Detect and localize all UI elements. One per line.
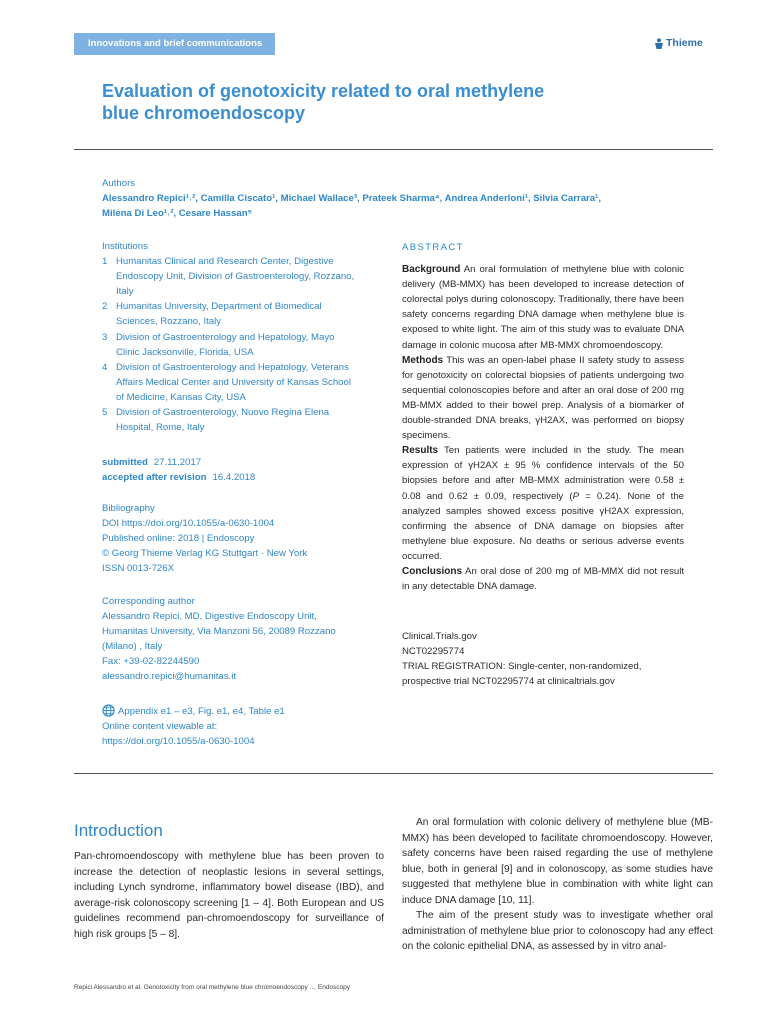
- appendix-line-2: Online content viewable at:: [102, 721, 218, 733]
- dates-block: [102, 455, 386, 485]
- divider-top: [74, 149, 713, 150]
- intro-paragraph-2: An oral formulation with colonic delivery of methylene blue (MB-MMX) has been developed to facilitate chromoendoscopy. However, safety concerns have been raised regarding the use of methylene blue, both in general [9] and in colonoscopy, as some studies have suggested that methylene blue in combination with white light can induce DNA damage [10, 11].: [402, 817, 713, 906]
- institution-number: 1: [102, 256, 108, 268]
- institution-text: [116, 330, 334, 360]
- institution-line: Endoscopy Unit, Division of Gastroenterology, Rozzano,: [116, 271, 355, 283]
- institution-text: [116, 360, 351, 405]
- corresponding-author-label: Corresponding author: [102, 596, 195, 607]
- institution-text: [116, 254, 354, 299]
- intro-paragraph-3: The aim of the present study was to investigate whether oral administration of methylene blue prior to colonoscopy had any effect on the colonic epithelial DNA, as assessed by in vitro anal-: [402, 910, 713, 952]
- doi-link[interactable]: DOI https://doi.org/10.1055/a-0630-1004: [102, 518, 275, 530]
- copyright-line: © Georg Thieme Verlag KG Stuttgart · New York: [102, 548, 308, 560]
- authors-line-2: Milena Di Leo¹˒², Cesare Hassan⁵: [102, 208, 253, 220]
- title-line-1: Evaluation of genotoxicity related to oral methylene: [102, 81, 545, 101]
- bibliography-label: Bibliography: [102, 503, 155, 514]
- thieme-logo-icon: [654, 38, 664, 49]
- section-tag: Innovations and brief communications: [74, 33, 275, 55]
- abstract-block: [402, 240, 684, 594]
- institution-item: [102, 360, 386, 405]
- corresponding-author-block: [102, 594, 386, 685]
- authors-label: Authors: [102, 178, 136, 189]
- introduction-heading: Introduction: [74, 821, 163, 840]
- institution-line: Hospital, Rome, Italy: [116, 422, 205, 434]
- trial-line-1: Clinical.Trials.gov: [402, 631, 477, 642]
- institution-text: [116, 299, 322, 329]
- abstract-heading: ABSTRACT: [402, 242, 464, 253]
- article-title: [102, 80, 662, 124]
- authors-line-1: Alessandro Repici¹˒², Camilla Ciscato¹, Michael Wallace³, Prateek Sharma⁴, Andrea Anderloni¹, Silvia Carrara¹,: [102, 193, 601, 205]
- institution-line: Humanitas University, Department of Biomedical: [116, 301, 322, 313]
- publisher-name: Thieme: [666, 37, 703, 49]
- submitted-date: submitted 27.11.2017: [102, 457, 202, 468]
- issn-line: ISSN 0013-726X: [102, 563, 174, 575]
- trial-line-2: NCT02295774: [402, 646, 465, 658]
- institution-line: Division of Gastroenterology and Hepatology, Mayo: [116, 331, 335, 343]
- page-footer: Repici Alessandro et al. Genotoxicity from oral methylene blue chromoendoscopy … Endoscopy: [74, 984, 351, 991]
- published-line: Published online: 2018 | Endoscopy: [102, 533, 255, 545]
- publisher-logo[interactable]: [654, 37, 703, 49]
- institution-number: 3: [102, 331, 108, 343]
- divider-bottom: [74, 773, 713, 774]
- institution-item: [102, 405, 386, 435]
- appendix-block[interactable]: [102, 704, 392, 749]
- institution-line: Humanitas Clinical and Research Center, Digestive: [116, 256, 334, 268]
- trial-line-3: TRIAL REGISTRATION: Single-center, non-randomized,: [402, 661, 642, 673]
- institution-line: of Medicine, Kansas City, USA: [116, 391, 246, 403]
- institution-item: [102, 299, 386, 329]
- institution-line: Clinic Jacksonville, Florida, USA: [116, 346, 254, 358]
- intro-left-column: [74, 849, 384, 942]
- appendix-line-1: Appendix e1 – e3, Fig. e1, e4, Table e1: [102, 704, 392, 719]
- institution-line: Italy: [116, 286, 134, 298]
- trial-line-4: prospective trial NCT02295774 at clinicaltrials.gov: [402, 676, 615, 688]
- corresponding-email[interactable]: alessandro.repici@humanitas.it: [102, 671, 236, 683]
- accepted-date: accepted after revision 16.4.2018: [102, 472, 256, 484]
- abstract-background: Background An oral formulation of methylene blue with colonic delivery (MB-MMX) has been developed to increase detection of colorectal polys during colonoscopy. Traditionally, there have been safety concerns regarding DNA damage when methylene blue is exposed to white light. The aim of this study was to evaluate DNA damage in colonic mucosa after MB-MMX chromoendoscopy.: [402, 264, 684, 351]
- abstract-results: Results Ten patients were included in the study. The mean expression of γH2AX ± 95 % confidence intervals of the 50 biopsies before and after MB-MMX administration were 0.58 ± 0.08 and 0.62 ± 0.09, respectively (P = 0.24). None of the analyzed samples showed excess positive γH2AX expression, confirming the absence of DNA damage on biopsies after methylene blue exposure. No deaths or serious adverse events occurred.: [402, 445, 684, 562]
- institutions-block: [102, 239, 386, 435]
- institution-text: [116, 405, 329, 435]
- institutions-label: Institutions: [102, 241, 148, 252]
- institution-item: [102, 254, 386, 299]
- abstract-conclusions: Conclusions An oral dose of 200 mg of MB-MMX did not result in any detectable DNA damage.: [402, 565, 685, 593]
- institution-line: Sciences, Rozzano, Italy: [116, 316, 222, 328]
- institution-number: 5: [102, 407, 108, 419]
- institution-line: Division of Gastroenterology and Hepatology, Veterans: [116, 361, 349, 373]
- globe-icon: [102, 704, 115, 717]
- corresponding-line: Alessandro Repici, MD, Digestive Endoscopy Unit,: [102, 611, 317, 623]
- institution-line: Affairs Medical Center and University of Kansas School: [116, 376, 351, 388]
- corresponding-author-lines: [102, 609, 386, 684]
- appendix-link[interactable]: https://doi.org/10.1055/a-0630-1004: [102, 736, 255, 748]
- bibliography-block: [102, 501, 386, 576]
- institution-number: 2: [102, 301, 108, 313]
- corresponding-line: Humanitas University, Via Manzoni 56, 20089 Rozzano: [102, 626, 336, 638]
- intro-paragraph-1: Pan-chromoendoscopy with methylene blue has been proven to increase the detection of neoplastic lesions in several settings, including Lynch syndrome, inflammatory bowel disease (IBD), and average-risk colonoscopy screening [1 – 4]. Both European and US guidelines recommend pan-chromoendoscopy for surveillance of high risk groups [5 – 8].: [74, 851, 384, 940]
- abstract-methods: Methods This was an open-label phase II safety study to assess for genotoxicity on colorectal biopsies of patients undergoing two sequential colonoscopies before and after an oral dose of 200 mg MB-MMX added to their bowel prep. Analysis of a biomarker of double-stranded DNA breaks, γH2AX, was performed on biopsy specimens.: [402, 354, 684, 442]
- institution-line: Division of Gastroenterology, Nuovo Regina Elena: [116, 407, 330, 419]
- institutions-list: [102, 254, 386, 435]
- trial-registration: [402, 629, 692, 689]
- corresponding-line: (Milano) , Italy: [102, 641, 163, 653]
- intro-right-column: [402, 815, 713, 955]
- title-line-2: blue chromoendoscopy: [102, 103, 306, 123]
- institution-number: 4: [102, 361, 108, 373]
- authors-block: [102, 176, 702, 221]
- institution-item: [102, 330, 386, 360]
- corresponding-line: Fax: +39-02-82244590: [102, 656, 200, 668]
